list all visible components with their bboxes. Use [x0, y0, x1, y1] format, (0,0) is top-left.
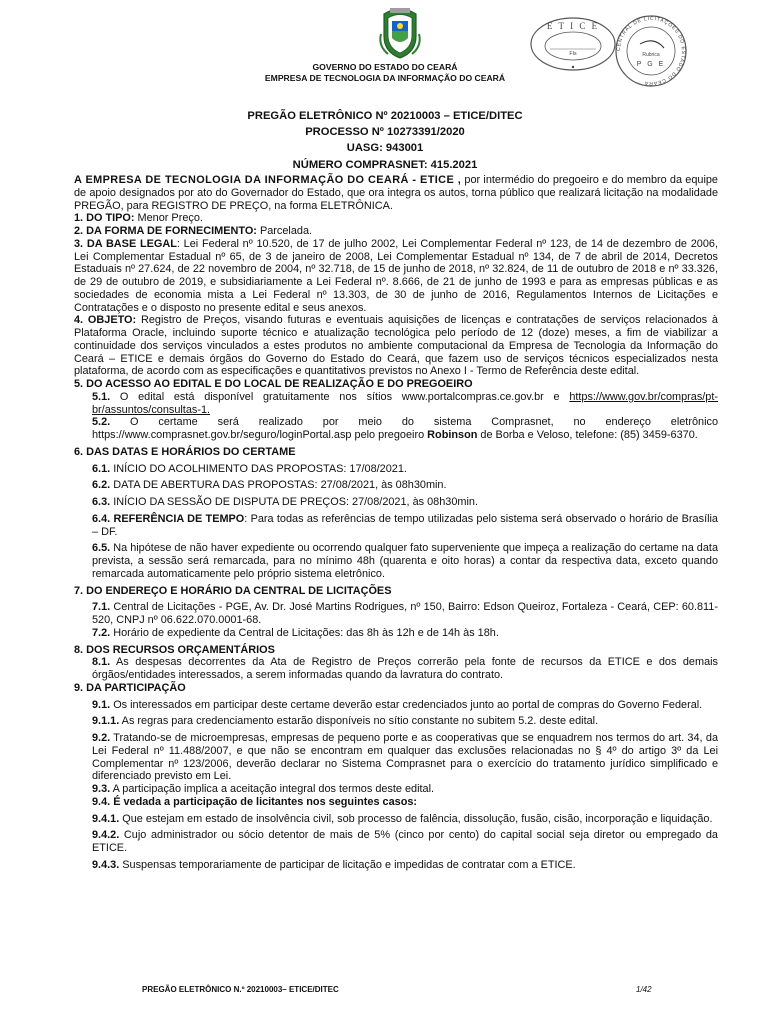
s61-label: 6.1.	[92, 462, 111, 475]
s2-label: 2. DA FORMA DE FORNECIMENTO:	[74, 225, 257, 237]
s65-text: Na hipótese de não haver expediente ou ocorrendo qualquer fato superveniente que impeça a realização do certame na data prevista, a sessão será remarcada, para no mínimo 48h (quarenta e oito horas) a contar da respectiva data, exceto quando remarcada automaticamente pelo próprio sistema eletrônico.	[92, 542, 718, 580]
s81-text: As despesas decorrentes da Ata de Registro de Preços correrão pela fonte de recursos da ETICE e dos demais órgãos/entidades interessados, a serem informadas quando da lavratura do contrato.	[92, 656, 718, 681]
s942-label: 9.4.2.	[92, 829, 120, 842]
s941-text: Que estejam em estado de insolvência civil, sob processo de falência, dissolução, fusão, cisão, incorporação e liquidação.	[119, 812, 713, 825]
section-8-1	[74, 656, 718, 682]
section-9-2	[74, 732, 718, 783]
s941-label: 9.4.1.	[92, 812, 120, 825]
section-6-5	[74, 542, 718, 580]
section-6-3	[74, 496, 718, 509]
section-7-1	[74, 601, 718, 627]
s942-text: Cujo administrador ou sócio detentor de mais de 5% (cinco por cento) do capital social seja diretor ou empregado da ETICE.	[92, 829, 718, 854]
s64-text: : Para todas as referências de tempo utilizadas pelo sistema será observado o horário de Brasília – DF.	[92, 512, 718, 538]
s4-text: Registro de Preços, visando futuras e eventuais aquisições de licenças e contratações de serviços relacionados à Plataforma Oracle, incluindo suporte técnico e atualização tecnológica pelo período de 12 (doze) meses, a fim de viabilizar a continuidade dos serviços vinculados a estes produtos no ambiente computacional da Empresa de Tecnologia da Informação do Ceará – ETICE e demais órgãos do Governo do Estado do Ceará, que fazem uso de serviços técnicos especializados nesta plataforma, de acordo com as especificações e quantitativos previstos no Anexo I - Termo de Referência deste edital.	[74, 314, 718, 378]
s943-label: 9.4.3.	[92, 858, 120, 871]
title-processo: PROCESSO Nº 10273391/2020	[305, 126, 465, 139]
intro-bold: A EMPRESA DE TECNOLOGIA DA INFORMAÇÃO DO CEARÁ - ETICE ,	[74, 174, 462, 186]
title-uasg: UASG: 943001	[346, 142, 424, 155]
section-4	[74, 314, 718, 378]
pge-stamp-pge: P G E	[636, 61, 666, 68]
section-3	[74, 238, 718, 315]
etice-stamp-title: E T I C E	[546, 21, 600, 31]
pge-stamp	[606, 14, 696, 88]
section-9-3	[74, 783, 718, 796]
document-titles	[0, 108, 770, 173]
s81-label: 8.1.	[92, 656, 111, 669]
s72-label: 7.2.	[92, 626, 111, 639]
s65-label: 6.5.	[92, 542, 111, 555]
s5-heading: 5. DO ACESSO AO EDITAL E DO LOCAL DE REALIZAÇÃO E DO PREGOEIRO	[74, 378, 473, 390]
s1-text: Menor Preço.	[134, 212, 203, 225]
section-9-4-1	[74, 813, 718, 826]
section-9-1-1	[74, 715, 718, 728]
s9-heading: 9. DA PARTICIPAÇÃO	[74, 681, 186, 694]
section-9-4	[74, 796, 718, 809]
s62-text: DATA DE ABERTURA DAS PROPOSTAS: 27/08/2021, às 08h30min.	[110, 479, 447, 492]
s943-text: Suspensas temporariamente de participar de licitação e impedidas de contratar com a ETICE.	[119, 858, 576, 871]
s63-label: 6.3.	[92, 496, 111, 508]
s71-label: 7.1.	[92, 601, 111, 614]
section-6-heading	[74, 446, 718, 459]
s72-text: Horário de expediente da Central de Licitações: das 8h às 12h e de 14h às 18h.	[110, 626, 499, 639]
s63-text: INÍCIO DA SESSÃO DE DISPUTA DE PREÇOS: 27/08/2021, às 08h30min.	[110, 496, 478, 508]
s64-label: 6.4. REFERÊNCIA DE TEMPO	[92, 512, 245, 525]
section-7-2	[74, 627, 718, 640]
gov-br-link[interactable]: https://www.gov.br/compras/pt-br/assuntos/consultas-1.	[92, 390, 718, 416]
etice-stamp-fls: Fls	[569, 51, 577, 57]
s51-label: 5.1.	[92, 390, 111, 403]
title-comprasnet: NÚMERO COMPRASNET: 415.2021	[292, 158, 478, 171]
section-6-1	[74, 463, 718, 476]
pge-stamp-ring-text: CENTRAL DE LICITAÇÕES DO ESTADO DO CEARÁ	[615, 15, 687, 87]
s91-text: Os interessados em participar deste certame deverão estar credenciados junto ao portal de compras do Governo Federal.	[110, 698, 703, 711]
s911-text: As regras para credenciamento estarão disponíveis no sítio constante no subitem 5.2. deste edital.	[119, 715, 599, 728]
ceara-coat-of-arms-icon	[378, 6, 422, 60]
s3-text: : Lei Federal nº 10.520, de 17 de julho 2002, Lei Complementar Federal nº 123, de 14 de dezembro de 2006, Lei Complementar Estadual nº 65, de 3 de janeiro de 2008, Lei Complementar Estadual nº 134, de 7 de abril de 2014, Decretos Estaduais nº 27.624, de 22 novembro de 2004, nº 32.718, de 15 de junho de 2018, nº 32.824, de 11 de outubro de 2018 e nº 33.326, de 29 de outubro de 2019, e subsidiariamente a Lei Federal nº. 8.666, de 21 de junho de 1993 e para as empresas públicas e as sociedades de economia mista a Lei Federal nº 13.303, de 30 de junho de 2016, Regulamentos Internos de Licitações e Contratações e o disposto no presente edital e seus anexos.	[74, 237, 718, 314]
s3-label: 3. DA BASE LEGAL	[74, 237, 177, 250]
s91-label: 9.1.	[92, 698, 111, 711]
s62-label: 6.2.	[92, 479, 111, 492]
s8-heading: 8. DOS RECURSOS ORÇAMENTÁRIOS	[74, 643, 275, 656]
s52-name: Robinson	[427, 429, 478, 441]
section-7-heading	[74, 585, 718, 598]
document-body	[74, 174, 718, 872]
s51-text: O edital está disponível gratuitamente nos sítios www.portalcompras.ce.gov.br e	[110, 390, 570, 403]
section-5-2	[74, 416, 718, 442]
s71-text: Central de Licitações - PGE, Av. Dr. José Martins Rodrigues, nº 150, Bairro: Edson Queiroz, Fortaleza - Ceará, CEP: 60.811-520, CNPJ nº 06.622.070.0001-68.	[92, 601, 718, 626]
section-9-1	[74, 699, 718, 712]
section-6-4	[74, 513, 718, 539]
s4-label: 4. OBJETO:	[74, 314, 137, 327]
section-5-heading	[74, 378, 718, 391]
section-5-1	[74, 391, 718, 417]
section-9-heading	[74, 682, 718, 695]
s93-label: 9.3.	[92, 783, 111, 795]
footer-document-id: PREGÃO ELETRÔNICO N.º 20210003– ETICE/DITEC	[142, 985, 339, 994]
s2-text: Parcelada.	[256, 225, 313, 237]
header-government: GOVERNO DO ESTADO DO CEARÁ	[312, 62, 458, 72]
s1-label: 1. DO TIPO:	[74, 212, 135, 225]
s92-text: Tratando-se de microempresas, empresas de pequeno porte e as cooperativas que se enquadrem nos termos do art. 34, da Lei Federal nº 11.488/2007, e que não se encontram em qualquer das exclusões relacionadas no § 4º do artigo 3º da Lei Complementar nº 123/2006, deverão declarar no Sistema Comprasnet para o exercício do tratamento jurídico simplificado e diferenciado previsto em Lei.	[92, 732, 718, 783]
section-1	[74, 212, 718, 225]
intro-text: por intermédio do pregoeiro e do membro da equipe de apoio designados por ato do Governador do Estado, que ora integra os autos, torna público que realizará licitação na modalidade PREGÃO, para REGISTRO DE PREÇO, na forma ELETRÔNICA.	[74, 174, 718, 212]
s94-label: 9.4. É vedada a participação de licitantes nos seguintes casos:	[92, 795, 418, 808]
s6-heading: 6. DAS DATAS E HORÁRIOS DO CERTAME	[74, 445, 296, 458]
section-2	[74, 225, 718, 238]
s92-label: 9.2.	[92, 732, 111, 744]
footer-page-number: 1/42	[636, 985, 652, 994]
s61-text: INÍCIO DO ACOLHIMENTO DAS PROPOSTAS: 17/08/2021.	[110, 462, 407, 475]
pge-stamp-rubrica: Rubrica	[642, 52, 660, 58]
s93-text: A participação implica a aceitação integral dos termos deste edital.	[110, 783, 435, 795]
s7-heading: 7. DO ENDEREÇO E HORÁRIO DA CENTRAL DE LICITAÇÕES	[74, 584, 392, 597]
section-9-4-3	[74, 859, 718, 872]
section-8-heading	[74, 644, 718, 657]
section-6-2	[74, 479, 718, 492]
s52-label: 5.2.	[92, 416, 111, 429]
title-pregao: PREGÃO ELETRÔNICO Nº 20210003 – ETICE/DITEC	[247, 110, 523, 122]
s911-label: 9.1.1.	[92, 715, 120, 728]
header-company: EMPRESA DE TECNOLOGIA DA INFORMAÇÃO DO CEARÁ	[264, 73, 506, 83]
s52-text: O certame será realizado por meio do sistema Comprasnet, no endereço eletrônico https://www.comprasnet.gov.br/seguro/loginPortal.asp pelo pregoeiro	[92, 416, 718, 441]
s52-tail: de Borba e Veloso, telefone: (85) 3459-6370.	[477, 429, 698, 441]
section-9-4-2	[74, 829, 718, 855]
etice-stamp	[528, 15, 618, 73]
intro-paragraph	[74, 174, 718, 212]
